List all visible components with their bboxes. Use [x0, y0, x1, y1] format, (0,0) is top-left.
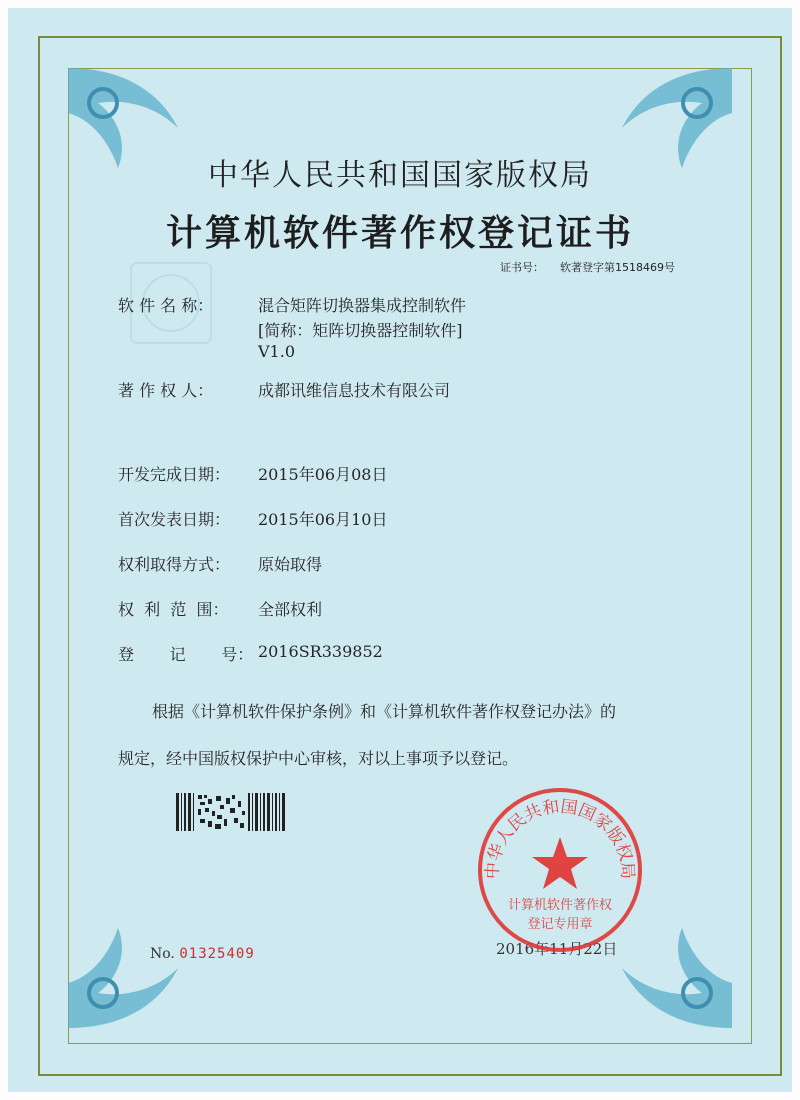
- statement-line-1: 根据《计算机软件保护条例》和《计算机软件著作权登记办法》的: [152, 702, 617, 721]
- barcode-icon: [176, 793, 286, 831]
- registration-number-value: 2016SR339852: [258, 642, 383, 661]
- serial-prefix: No.: [150, 946, 175, 962]
- corner-ornament-bottom-left-icon: [58, 888, 208, 1038]
- issue-date: 2016年11月22日: [496, 940, 618, 958]
- copyright-owner-label: 著 作 权 人：: [118, 381, 214, 400]
- svg-text:中华人民共和国国家版权局: 中华人民共和国国家版权局: [482, 796, 638, 880]
- svg-text:登记专用章: 登记专用章: [527, 917, 593, 932]
- rights-scope-value: 全部权利: [258, 600, 323, 619]
- authority-title: 中华人民共和国国家版权局: [208, 158, 592, 193]
- software-short-name: [简称：矩阵切换器控制软件]: [258, 321, 463, 340]
- certificate-number-label: 证书号：: [500, 261, 544, 274]
- statement-line-2: 规定，经中国版权保护中心审核，对以上事项予以登记。: [118, 749, 519, 768]
- acquisition-method-label: 权利取得方式：: [118, 555, 231, 574]
- software-name-label: 软 件 名 称：: [118, 296, 214, 315]
- acquisition-method-value: 原始取得: [258, 555, 323, 574]
- official-stamp-icon: [475, 785, 645, 955]
- publish-date-label: 首次发表日期：: [118, 510, 231, 529]
- rights-scope-label: 权 利 范 围：: [118, 600, 229, 619]
- serial-number: [150, 946, 255, 962]
- completion-date-value: 2015年06月08日: [258, 465, 388, 484]
- certificate-number-value: 软著登字第1518469号: [560, 261, 675, 274]
- svg-text:计算机软件著作权: 计算机软件著作权: [507, 898, 613, 913]
- certificate-title: 计算机软件著作权登记证书: [165, 212, 634, 254]
- completion-date-label: 开发完成日期：: [118, 465, 231, 484]
- serial-number-value: 01325409: [179, 946, 255, 962]
- certificate-number: [500, 259, 675, 275]
- copyright-owner-value: 成都讯维信息技术有限公司: [258, 381, 451, 400]
- software-name-value: 混合矩阵切换器集成控制软件: [258, 296, 467, 315]
- software-version: V1.0: [258, 342, 295, 361]
- publish-date-value: 2015年06月10日: [258, 510, 388, 529]
- registration-number-label: 登 记 号：: [118, 645, 254, 664]
